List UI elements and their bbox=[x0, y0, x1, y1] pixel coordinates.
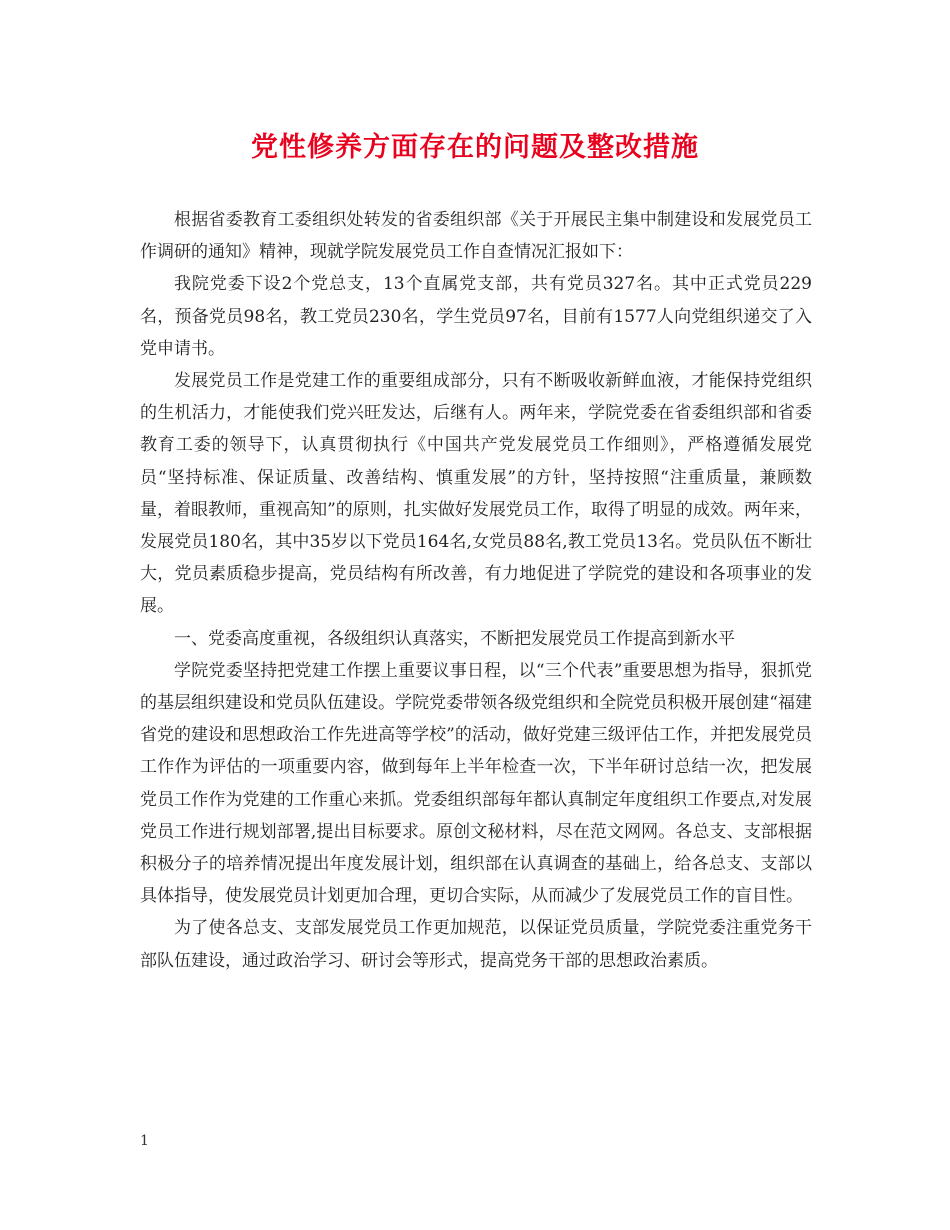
paragraph-development-overview: 发展党员工作是党建工作的重要组成部分，只有不断吸收新鲜血液，才能保持党组织的生机活力，才能使我们党兴旺发达，后继有人。两年来，学院党委在省委组织部和省委教育工委的领导下，认真贯彻执行《中国共产党发展党员工作细则》，严格遵循发展党员“坚持标准、保证质量、改善结构、慎重发展”的方针，坚持按照“注重质量，兼顾数量，着眼教师，重视高知”的原则，扎实做好发展党员工作，取得了明显的成效。两年来，发展党员180名，其中35岁以下党员164名,女党员88名,教工党员13名。党员队伍不断壮大，党员素质稳步提高，党员结构有所改善，有力地促进了学院党的建设和各项事业的发展。 bbox=[140, 371, 812, 617]
paragraph-membership-stats: 我院党委下设2个党总支，13个直属党支部，共有党员327名。其中正式党员229名，预备党员98名，教工党员230名，学生党员97名，目前有1577人向党组织递交了入党申请书。 bbox=[140, 274, 812, 359]
section-heading-one: 一、党委高度重视，各级组织认真落实，不断把发展党员工作提高到新水平 bbox=[174, 628, 735, 649]
paragraph-standardization: 为了使各总支、支部发展党员工作更加规范，以保证党员质量，学院党委注重党务干部队伍建设，通过政治学习、研讨会等形式，提高党务干部的思想政治素质。 bbox=[140, 918, 812, 971]
document-body bbox=[140, 204, 812, 977]
paragraph-intro: 根据省委教育工委组织处转发的省委组织部《关于开展民主集中制建设和发展党员工作调研的通知》精神，现就学院发展党员工作自查情况汇报如下： bbox=[140, 210, 812, 263]
document-title: 党性修养方面存在的问题及整改措施 bbox=[251, 132, 699, 163]
paragraph-committee-work: 学院党委坚持把党建工作摆上重要议事日程，以“三个代表”重要思想为指导，狠抓党的基层组织建设和党员队伍建设。学院党委带领各级党组织和全院党员积极开展创建“福建省党的建设和思想政治工作先进高等学校”的活动，做好党建三级评估工作，并把发展党员工作作为评估的一项重要内容，做到每年上半年检查一次，下半年研讨总结一次，把发展党员工作作为党建的工作重心来抓。党委组织部每年都认真制定年度组织工作要点,对发展党员工作进行规划部署,提出目标要求。原创文秘材料，尽在范文网网。各总支、支部根据积极分子的培养情况提出年度发展计划，组织部在认真调查的基础上，给各总支、支部以具体指导，使发展党员计划更加合理，更切合实际，从而减少了发展党员工作的盲目性。 bbox=[140, 660, 812, 907]
page-number: 1 bbox=[140, 1133, 149, 1149]
